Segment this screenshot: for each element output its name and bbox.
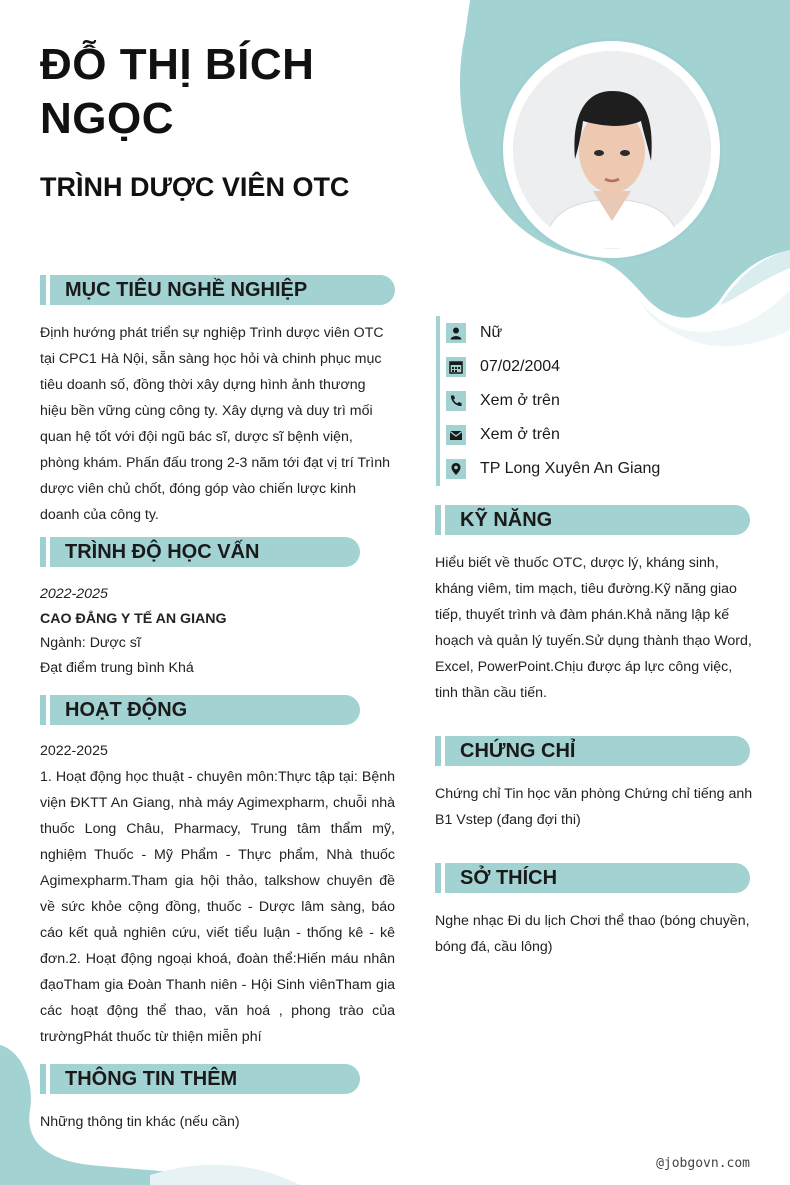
education-period: 2022-2025 bbox=[40, 586, 108, 602]
education-school: CAO ĐẲNG Y TẾ AN GIANG bbox=[40, 610, 227, 627]
section-accent-bar bbox=[435, 736, 445, 766]
certificates-title: CHỨNG CHỈ bbox=[460, 740, 576, 762]
section-accent-bar bbox=[40, 695, 50, 725]
footer-brand: @jobgovn.com bbox=[656, 1156, 750, 1171]
calendar-icon bbox=[446, 357, 466, 377]
contact-address-text: TP Long Xuyên An Giang bbox=[480, 460, 661, 477]
phone-icon bbox=[446, 391, 466, 411]
section-accent-bar bbox=[40, 537, 50, 567]
activities-text: 1. Hoạt động học thuật - chuyên môn:Thực tập tại: Bệnh viện ĐKTT An Giang, nhà máy Agimexpharm, chuỗi nhà thuốc Long Châu, Pharmacy, Trung tâm thẩm mỹ, nghiệm Thuốc - Mỹ Phẩm - Thực phẩm, Nhà thuốc Agimexpharm.Tham gia hội thảo, talkshow chuyên đề về sức khỏe cộng đồng, thuốc - Dược lâm sàng, báo cáo kết quả nghiên cứu, viết tiểu luận - thống kê - kê đơn.2. Hoạt động ngoại khoá, đoàn thể:Hiến máu nhân đạoTham gia Đoàn Thanh niên - Hội Sinh viênTham gia các hoạt động thể thao, văn hoá , phong trào của trườngPhát thuốc từ thiện miễn phí bbox=[40, 769, 395, 1045]
contact-gender-text: Nữ bbox=[480, 324, 503, 341]
section-accent-bar bbox=[40, 1064, 50, 1094]
certificates-text: Chứng chỉ Tin học văn phòng Chứng chỉ tiếng anh B1 Vstep (đang đợi thi) bbox=[435, 786, 753, 828]
person-icon bbox=[446, 323, 466, 343]
contact-gender bbox=[446, 316, 756, 350]
objective-header bbox=[40, 275, 395, 305]
contact-list bbox=[436, 316, 756, 486]
skills-title: KỸ NĂNG bbox=[460, 509, 553, 531]
objective-title: MỤC TIÊU NGHỀ NGHIỆP bbox=[65, 279, 308, 301]
certificates-header bbox=[435, 736, 750, 766]
job-title: TRÌNH DƯỢC VIÊN OTC bbox=[40, 172, 350, 202]
location-icon bbox=[446, 459, 466, 479]
skills-header bbox=[435, 505, 750, 535]
additional-info-text: Những thông tin khác (nếu cần) bbox=[40, 1114, 240, 1130]
education-header bbox=[40, 537, 360, 567]
candidate-name: ĐỖ THỊ BÍCH NGỌC bbox=[40, 40, 315, 143]
activities-title: HOẠT ĐỘNG bbox=[65, 699, 188, 721]
profile-photo-frame bbox=[500, 38, 723, 261]
education-title: TRÌNH ĐỘ HỌC VẤN bbox=[65, 541, 260, 563]
contact-birthday-text: 07/02/2004 bbox=[480, 358, 561, 375]
activities-header bbox=[40, 695, 360, 725]
education-major: Ngành: Dược sĩ bbox=[40, 635, 141, 651]
hobbies-text: Nghe nhạc Đi du lịch Chơi thể thao (bóng chuyền, bóng đá, cầu lông) bbox=[435, 913, 750, 955]
section-accent-bar bbox=[435, 863, 445, 893]
section-accent-bar bbox=[435, 505, 445, 535]
contact-phone bbox=[446, 384, 756, 418]
additional-info-title: THÔNG TIN THÊM bbox=[65, 1068, 238, 1090]
contact-email-text: Xem ở trên bbox=[480, 426, 560, 443]
profile-photo bbox=[513, 51, 711, 249]
contact-email bbox=[446, 418, 756, 452]
hobbies-header bbox=[435, 863, 750, 893]
education-gpa: Đạt điểm trung bình Khá bbox=[40, 659, 194, 676]
email-icon bbox=[446, 425, 466, 445]
section-accent-bar bbox=[40, 275, 50, 305]
contact-address bbox=[446, 452, 756, 486]
skills-text: Hiểu biết về thuốc OTC, dược lý, kháng sinh, kháng viêm, tim mạch, tiêu đường.Kỹ năng giao tiếp, thuyết trình và đàm phán.Khả năng lập kế hoạch và quản lý tuyến.Sử dụng thành thạo Word, Excel, PowerPoint.Chịu được áp lực công việc, tinh thần cầu tiến. bbox=[435, 555, 752, 701]
education-entry bbox=[40, 582, 400, 680]
additional-info-header bbox=[40, 1064, 360, 1094]
hobbies-title: SỞ THÍCH bbox=[460, 867, 558, 889]
activities-period: 2022-2025 bbox=[40, 743, 108, 759]
objective-text: Định hướng phát triển sự nghiệp Trình dược viên OTC tại CPC1 Hà Nội, sẵn sàng học hỏi và chinh phục mục tiêu doanh số, đồng thời xây dựng hình ảnh thương hiệu bền vững cùng công ty. Xây dựng và duy trì mối quan hệ tốt với đội ngũ bác sĩ, dược sĩ bệnh viện, phòng khám. Phấn đấu trong 2-3 năm tới đạt vị trí Trình dược viên chủ chốt, đóng góp vào chiến lược kinh doanh của công ty. bbox=[40, 325, 390, 523]
contact-birthday bbox=[446, 350, 756, 384]
contact-phone-text: Xem ở trên bbox=[480, 392, 560, 409]
